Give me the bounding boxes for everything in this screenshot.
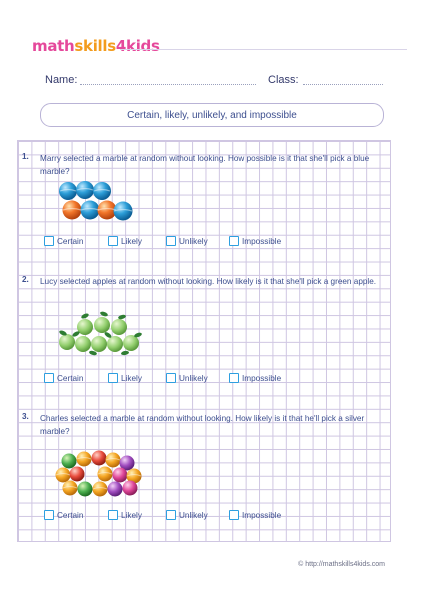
name-field[interactable]	[80, 84, 256, 85]
choice-label: Unlikely	[179, 373, 208, 383]
choice-label: Likely	[121, 373, 142, 383]
checkbox[interactable]	[108, 373, 118, 383]
logo-part-4kids: 4kids	[115, 37, 160, 55]
choice-likely[interactable]	[108, 373, 142, 383]
choice-likely[interactable]	[108, 510, 142, 520]
answer-choices-2	[44, 373, 404, 387]
choice-unlikely[interactable]	[166, 373, 208, 383]
question-number: 2.	[22, 275, 29, 284]
choice-certain[interactable]	[44, 373, 83, 383]
choice-certain[interactable]	[44, 236, 83, 246]
checkbox[interactable]	[166, 236, 176, 246]
class-field[interactable]	[303, 84, 383, 85]
checkbox[interactable]	[44, 373, 54, 383]
choice-certain[interactable]	[44, 510, 83, 520]
marbles-image-3	[55, 448, 145, 500]
choice-label: Impossible	[242, 510, 282, 520]
question-text: Charles selected a marble at random without looking. How likely is it that he'll pick a silver marble?	[40, 414, 365, 436]
class-label: Class:	[268, 74, 299, 86]
question-text: Marry selected a marble at random without looking. How possible is it that she'll pick a blue marble?	[40, 154, 370, 176]
question-number: 3.	[22, 412, 29, 421]
choice-label: Certain	[57, 510, 84, 520]
logo-part-skills: skills	[74, 37, 116, 55]
choice-unlikely[interactable]	[166, 510, 208, 520]
choice-label: Certain	[57, 236, 84, 246]
choice-label: Certain	[57, 373, 84, 383]
choice-label: Likely	[121, 510, 142, 520]
logo-part-math: math	[32, 37, 75, 55]
checkbox[interactable]	[108, 510, 118, 520]
question-number: 1.	[22, 152, 29, 161]
apples-image	[55, 309, 145, 359]
choice-likely[interactable]	[108, 236, 142, 246]
footer-url[interactable]: © http://mathskills4kids.com	[298, 561, 385, 568]
choice-label: Unlikely	[179, 236, 208, 246]
choice-unlikely[interactable]	[166, 236, 208, 246]
checkbox[interactable]	[229, 373, 239, 383]
logo	[32, 37, 160, 55]
checkbox[interactable]	[44, 510, 54, 520]
checkbox[interactable]	[166, 510, 176, 520]
choice-label: Likely	[121, 236, 142, 246]
question-text: Lucy selected apples at random without looking. How likely is it that she'll pick a green apple.	[40, 277, 377, 286]
checkbox[interactable]	[166, 373, 176, 383]
checkbox[interactable]	[44, 236, 54, 246]
choice-label: Impossible	[242, 373, 282, 383]
choice-label: Unlikely	[179, 510, 208, 520]
checkbox[interactable]	[229, 510, 239, 520]
choice-impossible[interactable]	[229, 510, 281, 520]
choice-impossible[interactable]	[229, 236, 281, 246]
header-rule	[120, 49, 407, 50]
choice-impossible[interactable]	[229, 373, 281, 383]
checkbox[interactable]	[108, 236, 118, 246]
answer-choices-1	[44, 236, 404, 250]
worksheet-title: Certain, likely, unlikely, and impossible	[40, 103, 384, 127]
checkbox[interactable]	[229, 236, 239, 246]
marbles-image-1	[58, 180, 136, 224]
answer-choices-3	[44, 510, 404, 524]
choice-label: Impossible	[242, 236, 282, 246]
name-label: Name:	[45, 74, 78, 86]
